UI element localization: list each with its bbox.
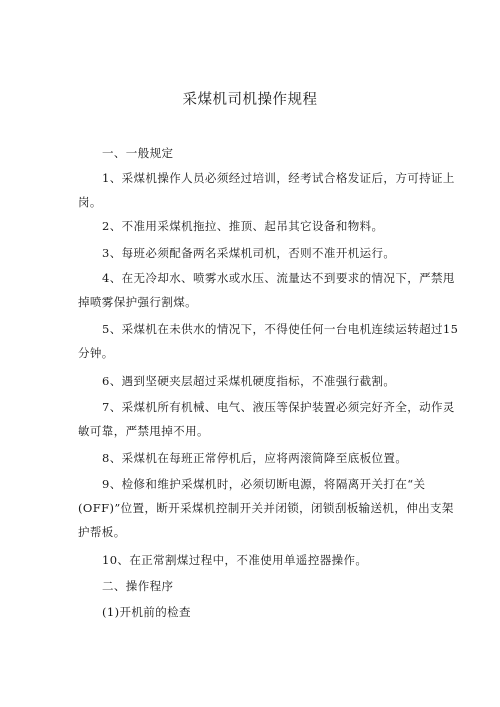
rule-8: 8、采煤机在每班正常停机后，应将两滚筒降至底板位置。 <box>102 451 408 465</box>
rule-1-line-1: 1、采煤机操作人员必须经过培训，经考试合格发证后，方可持证上 <box>102 171 455 185</box>
rule-4-line-1: 4、在无冷却水、喷雾水或水压、流量达不到要求的情况下，严禁甩 <box>102 271 455 285</box>
rule-6: 6、遇到坚硬夹层超过采煤机硬度指标，不准强行截割。 <box>102 374 396 388</box>
rule-5-line-2: 分钟。 <box>78 346 114 360</box>
section-heading-procedure: 二、操作程序 <box>102 579 174 593</box>
document-title: 采煤机司机操作规程 <box>182 92 318 108</box>
rule-3: 3、每班必须配备两名采煤机司机，否则不准开机运行。 <box>102 246 396 260</box>
rule-2: 2、不准用采煤机拖拉、推顶、起吊其它设备和物料。 <box>102 219 384 233</box>
rule-9-line-3: 护帮板。 <box>78 525 126 539</box>
rule-9-line-1: 9、检修和维护采煤机时，必须切断电源，将隔离开关打在“关 <box>102 477 426 491</box>
rule-7-line-1: 7、采煤机所有机械、电气、液压等保护装置必须完好齐全，动作灵 <box>102 400 455 414</box>
subsection-heading-precheck: (1)开机前的检查 <box>102 605 191 619</box>
rule-1-line-2: 岗。 <box>78 195 102 209</box>
rule-10: 10、在正常割煤过程中，不准使用单遥控器操作。 <box>102 553 368 567</box>
rule-5-line-1: 5、采煤机在未供水的情况下，不得使任何一台电机连续运转超过15 <box>102 322 459 336</box>
rule-7-line-2: 敏可靠，严禁甩掉不用。 <box>78 424 209 438</box>
rule-4-line-2: 掉喷雾保护强行割煤。 <box>78 295 197 309</box>
rule-9-line-2: (OFF)”位置，断开采煤机控制开关并闭锁，闭锁刮板输送机，伸出支架 <box>78 501 454 515</box>
section-heading-general: 一、一般规定 <box>102 146 174 160</box>
